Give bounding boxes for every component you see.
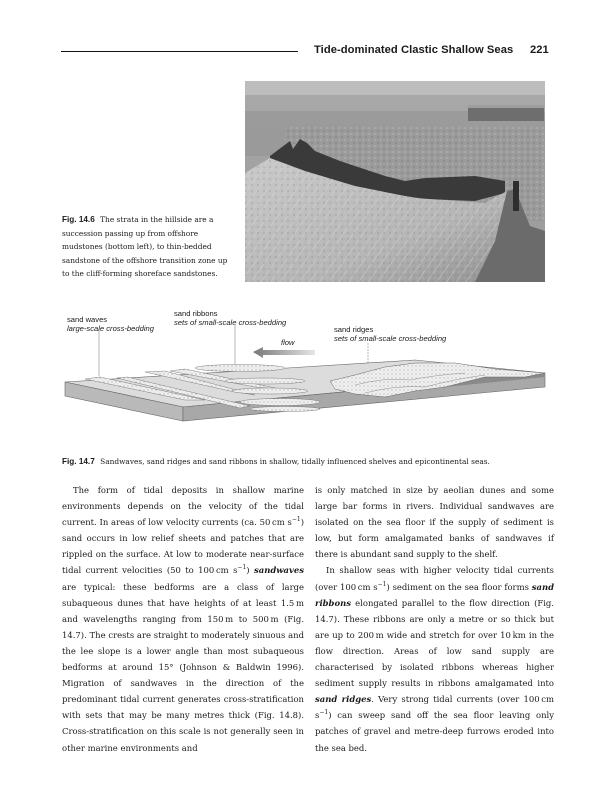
text-run: ) can sweep sand off the sea floor leaving only patches of gravel and metre-deep furrows eroded into the sea bed. (315, 710, 554, 753)
figure-14-6-caption (62, 213, 232, 281)
label-flow: flow (281, 338, 295, 347)
text-run: The form of tidal deposits in shallow marine environments depends on the velocity of the tidal current. In areas of low velocity currents (ca. 50 cm s (62, 485, 304, 528)
text-run: ) (246, 565, 250, 576)
body-column-right (315, 482, 554, 756)
text-run: elongated parallel to the flow direction (Fig. 14.7). These ribbons are only a metre or so thick but are up to 200 m wide and stretch for over 10 km in the flow direction. Areas of low sand supply are characterised by isolated ribbons whereas higher sediment supply results in ribbons amalgamated into (315, 597, 554, 689)
text-run: ) sand occurs in low relief sheets and patches that are rippled on the surface. At low to moderate near-surface tidal current velocities (50 to 100 cm s (62, 517, 304, 576)
running-title: Tide-dominated Clastic Shallow Seas (314, 44, 514, 56)
header-rule (61, 51, 298, 52)
superscript: −1 (319, 709, 329, 717)
key-term: sand ridges (315, 694, 372, 705)
text-run: . Very strong tidal currents (over 100 cm s (315, 694, 554, 721)
superscript: −1 (237, 564, 247, 572)
key-term: sand ribbons (315, 581, 554, 608)
paragraph (62, 482, 304, 756)
paragraph: is only matched in size by aeolian dunes and some large bar forms in rivers. Individual sandwaves are isolated on the sea floor if the supply of sediment is low, but form amalgamated banks of sandwaves if there is abundant sand supply to the shelf. (315, 485, 554, 560)
label-sand-waves-title: sand waves (67, 315, 108, 324)
figure-14-7-caption (62, 455, 562, 469)
page-number: 221 (530, 44, 549, 56)
caption-text: The strata in the hillside are a succession passing up from offshore mudstones (bottom left), to thin-bedded sandstone of the offshore transition zone up to the cliff-forming shoreface sandstones. (62, 215, 228, 278)
superscript: −1 (377, 580, 387, 588)
text-run: ) sediment on the sea floor forms (386, 581, 532, 592)
text-run: are typical: these bedforms are a class of large subaqueous dunes that have heights of at least 1.5 m and wavelengths ranging from 150 m to 500 m (Fig. 14.7). The crests are straight to moderately sinuous and the lee slope is a lower angle than most subaqueous bedforms at around 15° (Johnson & Baldwin 1996). Migration of sandwaves in the direction of the predominant tidal current generates cross-stratification with sets that may be many metres thick (Fig. 14.8). Cross-stratification on this scale is not generally seen in other marine environments and (62, 581, 304, 753)
figure-label: Fig. 14.7 (62, 457, 95, 466)
figure-label: Fig. 14.6 (62, 215, 95, 224)
label-sand-ribbons-title: sand ribbons (174, 309, 218, 318)
superscript: −1 (291, 516, 301, 524)
label-sand-waves (67, 315, 154, 333)
label-sand-ridges (334, 325, 446, 343)
label-sand-ribbons (174, 309, 286, 327)
caption-text: Sandwaves, sand ridges and sand ribbons in shallow, tidally influenced shelves and epicontinental seas. (100, 457, 490, 466)
label-sand-ridges-title: sand ridges (334, 325, 374, 334)
key-term: sandwaves (253, 565, 304, 576)
text-run: In shallow seas with higher velocity tidal currents (over 100 cm s (315, 565, 554, 592)
paragraph (315, 562, 554, 755)
label-sand-waves-subtitle: large-scale cross-bedding (67, 324, 154, 333)
body-column-left (62, 482, 304, 756)
figure-14-6-photo (245, 81, 545, 282)
label-sand-ribbons-subtitle: sets of small-scale cross-bedding (174, 318, 287, 327)
label-sand-ridges-subtitle: sets of small-scale cross-bedding (334, 334, 447, 343)
